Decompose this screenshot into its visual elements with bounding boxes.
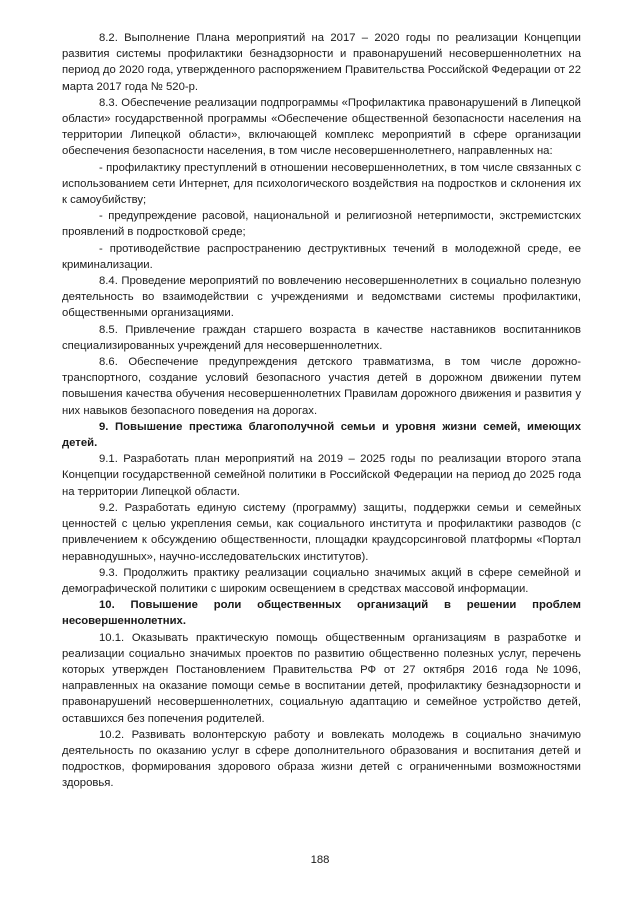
- paragraph-8-4: 8.4. Проведение мероприятий по вовлечению несовершеннолетних в социально полезную деятельность во взаимодействии с учреждениями и ведомствами системы профилактики, общественными организациями.: [62, 275, 581, 320]
- paragraph-8-2: 8.2. Выполнение Плана мероприятий на 2017 – 2020 годы по реализации Концепции развития системы профилактики безнадзорности и правонарушений несовершеннолетних на период до 2020 года, утвержденного распоряжением Правительства Российской Федерации от 22 марта 2017 года № 520-р.: [62, 32, 581, 93]
- list-item: - противодействие распространению деструктивных течений в молодежной среде, ее криминализации.: [62, 242, 581, 271]
- paragraph-10-2: 10.2. Развивать волонтерскую работу и вовлекать молодежь в социально значимую деятельность по оказанию услуг в сфере дополнительного образования и воспитания детей и подростков, формирования здорового образа жизни детей с ограниченными возможностями здоровья.: [62, 728, 581, 790]
- paragraph-8-6: 8.6. Обеспечение предупреждения детского травматизма, в том числе дорожно-транспортного, создание условий безопасного участия детей в дорожном движении путем повышения качества обучения несовершеннолетних Правилам дорожного движения и развития у них навыков безопасного поведения на дорогах.: [62, 356, 581, 417]
- section-heading-9: 9. Повышение престижа благополучной семьи и уровня жизни семей, имеющих детей.: [62, 420, 581, 450]
- section-heading-10: 10. Повышение роли общественных организаций в решении проблем несовершеннолетних.: [62, 599, 581, 628]
- paragraph-8-3: 8.3. Обеспечение реализации подпрограммы «Профилактика правонарушений в Липецкой области» государственной программы «Обеспечение общественной безопасности населения на территории Липецкой области», включающей комплекс мероприятий в сфере организации обеспечения безопасности населения, в том числе несовершеннолетнего, направленных на:: [62, 96, 581, 158]
- paragraph-9-1: 9.1. Разработать план мероприятий на 2019 – 2025 годы по реализации второго этапа Концепции государственной семейной политики в Российской Федерации на период до 2025 года на территории Липецкой области.: [62, 453, 581, 498]
- list-item: - профилактику преступлений в отношении несовершеннолетних, в том числе связанных с использованием сети Интернет, для психологического воздействия на подростков и склонения их к самоубийству;: [62, 161, 581, 207]
- list-item: - предупреждение расовой, национальной и религиозной нетерпимости, экстремистских проявлений в подростковой среде;: [62, 210, 581, 239]
- paragraph-9-3: 9.3. Продолжить практику реализации социально значимых акций в сфере семейной и демографической политики с широким освещением в средствах массовой информации.: [62, 566, 581, 595]
- paragraph-9-2: 9.2. Разработать единую систему (программу) защиты, поддержки семьи и семейных ценностей с целью укрепления семьи, как социального института и профилактики разводов (с привлечением к обсуждению общественности, площадки краудсорсинговой платформы «Портал неравнодушных», научно-исследовательских институтов).: [62, 501, 581, 563]
- document-body: [62, 30, 581, 792]
- paragraph-8-5: 8.5. Привлечение граждан старшего возраста в качестве наставников воспитанников специализированных учреждений для несовершеннолетних.: [62, 323, 581, 352]
- paragraph-10-1: 10.1. Оказывать практическую помощь общественным организациям в разработке и реализации социально значимых проектов по развитию общественно полезных услуг, перечень которых утвержден Постановлением Правительства РФ от 27 октября 2016 года №1096, направленных на оказание помощи семье в воспитании детей, профилактику безнадзорности и правонарушений несовершеннолетних, социальную адаптацию и семейное устройство детей, оставшихся без попечения родителей.: [62, 631, 581, 725]
- page-number: 188: [310, 854, 330, 866]
